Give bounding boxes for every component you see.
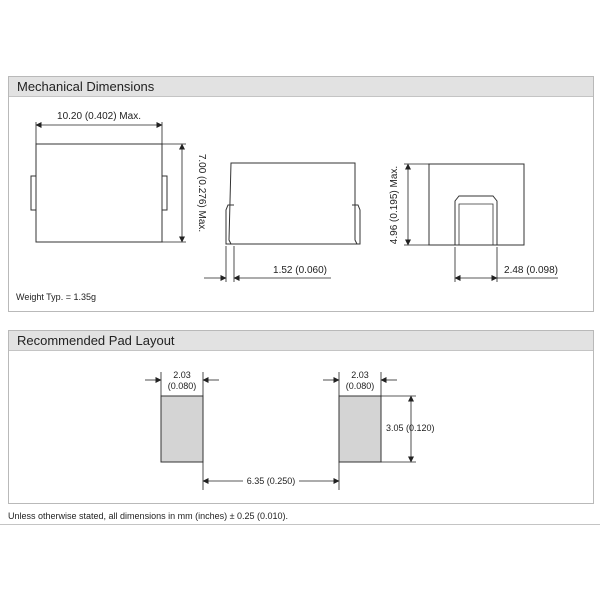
top-view-terminal-left — [31, 176, 36, 210]
pad2-width-in-label: (0.080) — [345, 381, 375, 391]
weight-note: Weight Typ. = 1.35g — [16, 292, 96, 302]
pad2-width-mm-label: 2.03 — [351, 370, 369, 380]
width-label: 7.00 (0.276) Max. — [196, 153, 207, 233]
pad-left — [161, 396, 203, 462]
side-view-body — [229, 163, 357, 244]
end-width-label: 2.48 (0.098) — [504, 265, 558, 276]
mechanical-dimensions-title: Mechanical Dimensions — [9, 77, 593, 97]
pad1-width-in-label: (0.080) — [167, 381, 197, 391]
height-label: 4.96 (0.195) Max. — [389, 165, 400, 245]
top-view-terminal-right — [162, 176, 167, 210]
pad-right — [339, 396, 381, 462]
end-view-body — [429, 164, 524, 245]
pad-layout-title: Recommended Pad Layout — [9, 331, 593, 351]
top-view-body — [36, 144, 162, 242]
pad-height-label: 3.05 (0.120) — [386, 423, 435, 433]
pad1-width-mm-label: 2.03 — [173, 370, 191, 380]
length-label: 10.20 (0.402) Max. — [57, 111, 141, 122]
spacing-label: 6.35 (0.250) — [246, 476, 296, 486]
divider — [0, 524, 600, 525]
terminal-label: 1.52 (0.060) — [273, 265, 327, 276]
footnote: Unless otherwise stated, all dimensions in mm (inches) ± 0.25 (0.010). — [8, 511, 289, 521]
